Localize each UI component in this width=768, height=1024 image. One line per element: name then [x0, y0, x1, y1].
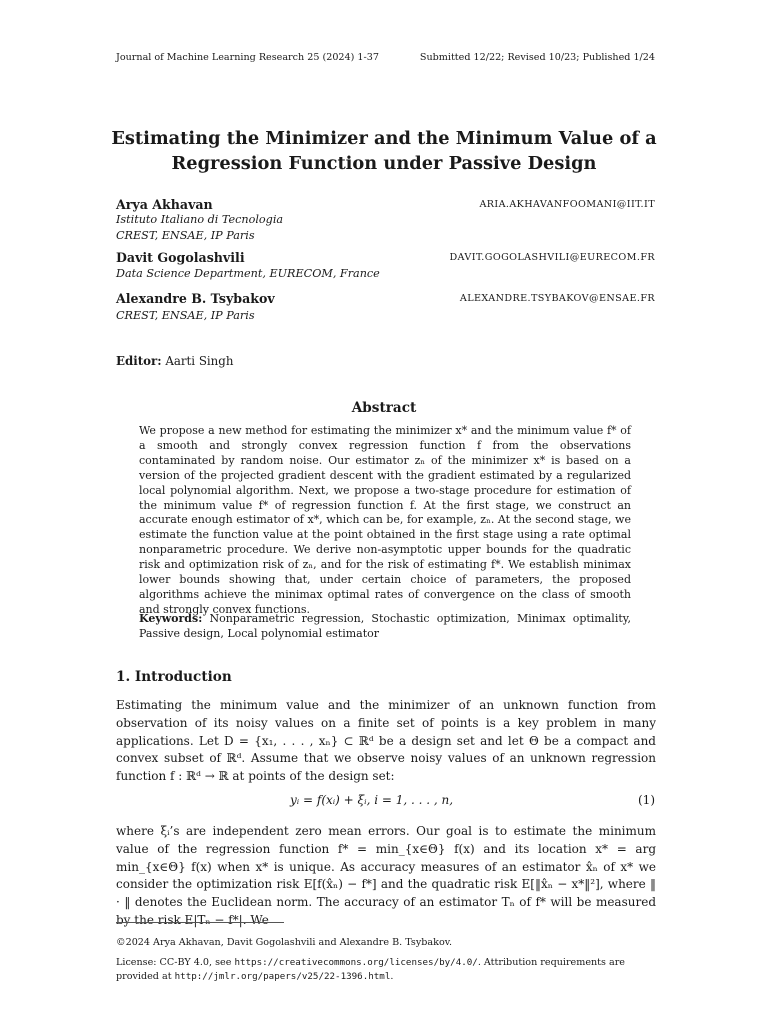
author-affiliation: CREST, ENSAE, IP Paris: [116, 229, 255, 242]
author-name: Davit Gogolashvili: [116, 250, 245, 265]
author-name: Alexandre B. Tsybakov: [116, 291, 275, 306]
keywords-text: Nonparametric regression, Stochastic optimization, Minimax optimality, Passive design, Local polynomial estimator: [139, 612, 632, 640]
license-notice: [116, 956, 656, 984]
author-affiliation: Data Science Department, EURECOM, France: [116, 267, 380, 280]
journal-header: Journal of Machine Learning Research 25 (2024) 1-37: [116, 52, 379, 63]
submission-dates: Submitted 12/22; Revised 10/23; Published 1/24: [419, 52, 655, 63]
author-affiliation: CREST, ENSAE, IP Paris: [116, 309, 255, 322]
equation: yᵢ = f(xᵢ) + ξᵢ, i = 1, . . . , n,: [290, 793, 454, 807]
editor-name: Aarti Singh: [165, 354, 234, 368]
license-suffix: .: [390, 971, 394, 982]
keywords-label: Keywords:: [139, 612, 203, 625]
intro-paragraph-2: where ξᵢ’s are independent zero mean errors. Our goal is to estimate the minimum value of the regression function f* = min_{x∈Θ} f(x) and its location x* = arg min_{x∈Θ} f(x) when x* is unique. As accuracy measures of an estimator x̂ₙ of x* we consider the optimization risk E[f(x̂ₙ) − f*] and the quadratic risk E[‖x̂ₙ − x*‖²], where ‖ · ‖ denotes the Euclidean norm. The accuracy of an estimator Tₙ of f* will be measured by the risk E|Tₙ − f*|. We: [116, 824, 656, 927]
license-prefix: License: CC-BY 4.0, see: [116, 957, 235, 968]
paper-title: Estimating the Minimizer and the Minimum Value of a Regression Function under Passive Design: [111, 128, 657, 174]
intro-paragraph: Estimating the minimum value and the minimizer of an unknown function from observation of its noisy values on a finite set of points is a key problem in many applications. Let D = {x₁, . . . , xₙ} ⊂ ℝᵈ be a design set and let Θ be a compact and convex subset of ℝᵈ. Assume that we observe noisy values of an unknown regression function f : ℝᵈ → ℝ at points of the design set:: [116, 698, 656, 784]
footnote-rule: [116, 922, 284, 923]
section-heading: 1. Introduction: [116, 669, 232, 685]
author-email[interactable]: ALEXANDRE.TSYBAKOV@ENSAE.FR: [459, 293, 655, 304]
equation-number: (1): [638, 793, 655, 807]
abstract-heading: Abstract: [351, 400, 417, 416]
author-email[interactable]: DAVIT.GOGOLASHVILI@EURECOM.FR: [449, 252, 655, 263]
copyright-notice: ©2024 Arya Akhavan, Davit Gogolashvili and Alexandre B. Tsybakov.: [116, 937, 453, 948]
license-link[interactable]: https://creativecommons.org/licenses/by/4.0/: [234, 957, 478, 968]
license-middle: . Attribution requirements are provided at: [116, 957, 625, 982]
editor-line: [116, 354, 233, 368]
keywords: [139, 612, 631, 642]
author-email[interactable]: ARIA.AKHAVANFOOMANI@IIT.IT: [479, 199, 655, 210]
author-affiliation: Istituto Italiano di Tecnologia: [116, 213, 284, 226]
abstract-text: We propose a new method for estimating the minimizer x* and the minimum value f* of a smooth and strongly convex regression function f from the observations contaminated by random noise. Our estimator zₙ of the minimizer x* is based on a version of the projected gradient descent with the gradient estimated by a regularized local polynomial algorithm. Next, we propose a two-stage procedure for estimation of the minimum value f* of regression function f. At the first stage, we construct an accurate enough estimator of x*, which can be, for example, zₙ. At the second stage, we estimate the function value at the point obtained in the first stage using a rate optimal nonparametric procedure. We derive non-asymptotic upper bounds for the quadratic risk and optimization risk of zₙ, and for the risk of estimating f*. We establish minimax lower bounds showing that, under certain choice of parameters, the proposed algorithms achieve the minimax optimal rates of convergence on the class of smooth and strongly convex functions.: [139, 424, 631, 616]
author-name: Arya Akhavan: [116, 197, 213, 212]
attribution-link[interactable]: http://jmlr.org/papers/v25/22-1396.html: [174, 971, 391, 982]
editor-label: Editor:: [116, 354, 162, 368]
